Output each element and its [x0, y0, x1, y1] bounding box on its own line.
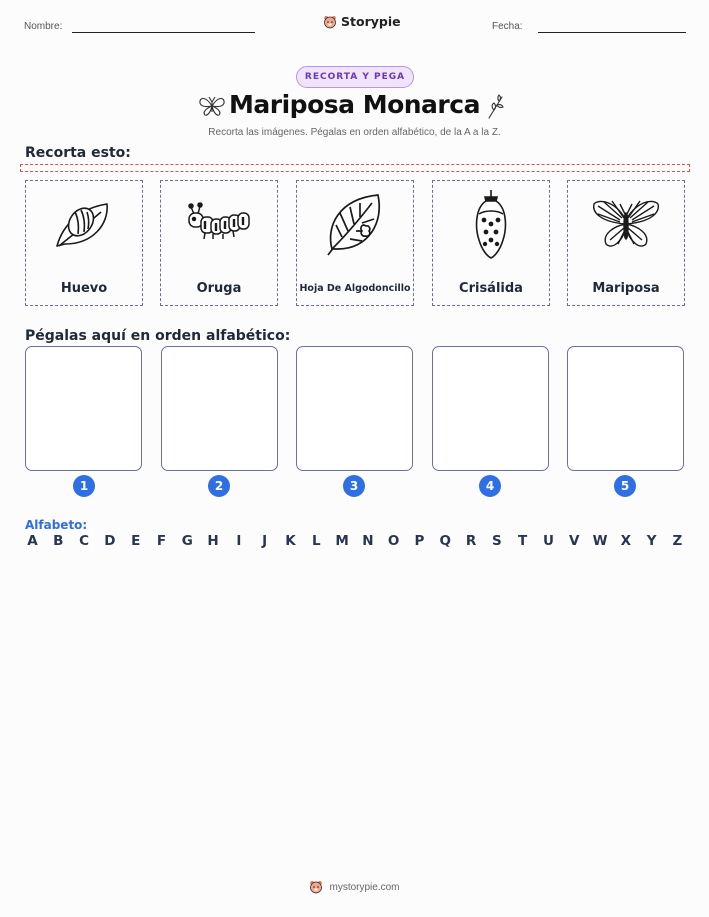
card-label: Hoja De Algodoncillo: [299, 283, 411, 294]
chrysalis-icon: [471, 188, 511, 260]
slot-number-4: 4: [479, 475, 501, 497]
alphabet-letter: Q: [439, 533, 451, 549]
paste-slot-4[interactable]: [432, 346, 549, 471]
alphabet-letter: B: [53, 533, 64, 549]
paste-slot-2[interactable]: [161, 346, 278, 471]
alphabet-letter: G: [181, 533, 193, 549]
cutout-card-oruga[interactable]: [160, 180, 278, 306]
storypie-bear-icon: [309, 880, 323, 894]
card-label: Crisálida: [459, 281, 523, 296]
alphabet-row: [25, 533, 685, 549]
slot-number-5: 5: [614, 475, 636, 497]
milkweed-leaf-icon: [324, 191, 386, 257]
cutout-card-huevo[interactable]: [25, 180, 143, 306]
alphabet-letter: I: [236, 533, 242, 549]
alphabet-letter: E: [131, 533, 141, 549]
paste-slot-5[interactable]: [567, 346, 684, 471]
alphabet-letter: F: [156, 533, 167, 549]
cutout-card-hoja[interactable]: [296, 180, 414, 306]
footer-url[interactable]: mystorypie.com: [329, 881, 400, 893]
alphabet-letter: M: [335, 533, 349, 549]
alphabet-letter: V: [569, 533, 580, 549]
name-line: [72, 32, 255, 33]
alphabet-letter: X: [620, 533, 632, 549]
cut-line: [20, 164, 690, 172]
activity-badge: RECORTA Y PEGA: [296, 66, 414, 88]
cut-section-label: Recorta esto:: [25, 145, 131, 161]
date-label: Fecha:: [492, 21, 523, 32]
twig-doodle-icon: [485, 94, 507, 120]
date-line: [538, 32, 686, 33]
alphabet-letter: U: [542, 533, 554, 549]
footer: [0, 880, 709, 894]
slot-number-3: 3: [343, 475, 365, 497]
alphabet-letter: H: [207, 533, 219, 549]
butterfly-icon: [590, 196, 662, 252]
brand-logo: [323, 14, 401, 29]
alphabet-letter: Y: [646, 533, 657, 549]
card-label: Oruga: [196, 281, 242, 296]
cutout-card-mariposa[interactable]: [567, 180, 685, 306]
paste-slot-3[interactable]: [296, 346, 413, 471]
alphabet-label: Alfabeto:: [25, 518, 88, 532]
alphabet-letter: C: [79, 533, 90, 549]
paste-slot-1[interactable]: [25, 346, 142, 471]
storypie-bear-icon: [323, 15, 337, 29]
slot-number-2: 2: [208, 475, 230, 497]
alphabet-letter: N: [362, 533, 374, 549]
slot-number-1: 1: [73, 475, 95, 497]
paste-section-label: Pégalas aquí en orden alfabético:: [25, 328, 291, 344]
alphabet-letter: L: [311, 533, 321, 549]
alphabet-letter: O: [387, 533, 400, 549]
alphabet-letter: J: [262, 533, 268, 549]
alphabet-letter: T: [518, 533, 528, 549]
alphabet-letter: S: [491, 533, 502, 549]
alphabet-letter: K: [285, 533, 296, 549]
name-label: Nombre:: [24, 21, 63, 32]
egg-on-leaf-icon: [51, 194, 117, 254]
alphabet-letter: D: [104, 533, 116, 549]
instructions: Recorta las imágenes. Pégalas en orden alfabético, de la A a la Z.: [208, 127, 501, 138]
page-title: Mariposa Monarca: [229, 90, 480, 119]
alphabet-letter: R: [465, 533, 477, 549]
caterpillar-icon: [183, 201, 255, 247]
card-label: Huevo: [60, 281, 108, 296]
alphabet-letter: Z: [672, 533, 683, 549]
brand-name: Storypie: [341, 14, 401, 29]
cutout-card-crisalida[interactable]: [432, 180, 550, 306]
alphabet-letter: W: [592, 533, 608, 549]
alphabet-letter: P: [414, 533, 425, 549]
card-label: Mariposa: [592, 281, 660, 296]
alphabet-letter: A: [27, 533, 38, 549]
